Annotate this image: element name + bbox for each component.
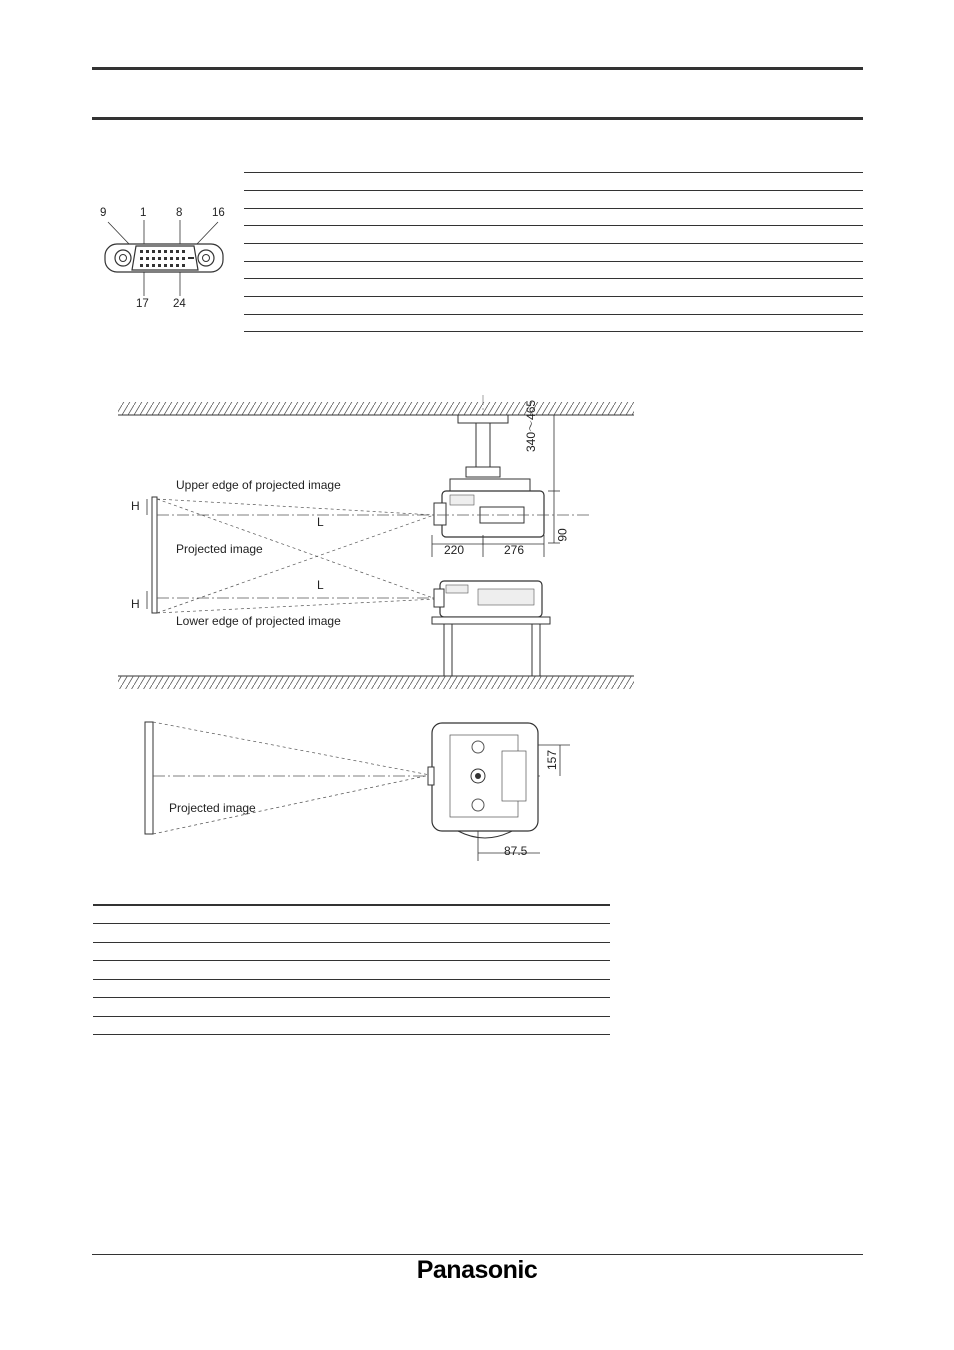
- lower-edge-label: Lower edge of projected image: [176, 614, 341, 628]
- header-rule-top: [92, 67, 863, 70]
- pin-table-line: [244, 225, 863, 226]
- header-rule-bottom: [92, 117, 863, 120]
- distance-table-line: [93, 904, 610, 906]
- distance-table-line: [93, 979, 610, 980]
- projection-screen-top: [145, 722, 153, 834]
- dim-height-label: 90: [555, 528, 570, 542]
- ceiling-hatch: [118, 402, 634, 415]
- dvi-connector-icon: [100, 218, 230, 300]
- dim-front-label: 220: [444, 543, 465, 557]
- pin-table-line: [244, 190, 863, 191]
- pin-table-line: [244, 172, 863, 173]
- projector-table-icon: [432, 617, 550, 676]
- distance-table-line: [93, 1016, 610, 1017]
- distance-table-line: [93, 923, 610, 924]
- h-label-upper: H: [131, 499, 140, 513]
- dim-lens-label: 87.5: [504, 844, 528, 858]
- pin-table-line: [244, 331, 863, 332]
- panasonic-logo: Panasonic: [416, 1256, 538, 1284]
- pin-label-8: 8: [176, 207, 183, 219]
- pin-table-line: [244, 208, 863, 209]
- projected-image-label-top: Projected image: [169, 801, 256, 815]
- dim-body-label: 276: [504, 543, 525, 557]
- h-label-lower: H: [131, 597, 140, 611]
- pin-table-line: [244, 278, 863, 279]
- pin-table-line: [244, 243, 863, 244]
- pin-label-17: 17: [136, 298, 149, 310]
- upper-edge-label: Upper edge of projected image: [176, 478, 341, 492]
- l-label-upper: L: [317, 515, 324, 529]
- footer-rule: [92, 1254, 863, 1255]
- pin-label-24: 24: [173, 298, 186, 310]
- distance-table-line: [93, 942, 610, 943]
- l-label-lower: L: [317, 578, 324, 592]
- table-projector-icon: [434, 581, 542, 617]
- distance-table-line: [93, 997, 610, 998]
- pin-label-1: 1: [140, 207, 147, 219]
- distance-table-line: [93, 960, 610, 961]
- projection-screen: [152, 497, 157, 613]
- distance-table-line: [93, 1034, 610, 1035]
- pin-table-line: [244, 296, 863, 297]
- top-view-diagram: [140, 715, 580, 865]
- pin-table-line: [244, 261, 863, 262]
- dim-mount-label: 340～465: [524, 399, 538, 452]
- projector-top-view-icon: [428, 723, 538, 838]
- pin-label-9: 9: [100, 207, 107, 219]
- pin-table-line: [244, 314, 863, 315]
- dim-offset-label: 157: [545, 749, 560, 771]
- ceiling-projector-icon: [434, 491, 544, 537]
- pin-label-16: 16: [212, 207, 225, 219]
- floor-hatch: [118, 676, 634, 689]
- projected-image-label-side: Projected image: [176, 542, 263, 556]
